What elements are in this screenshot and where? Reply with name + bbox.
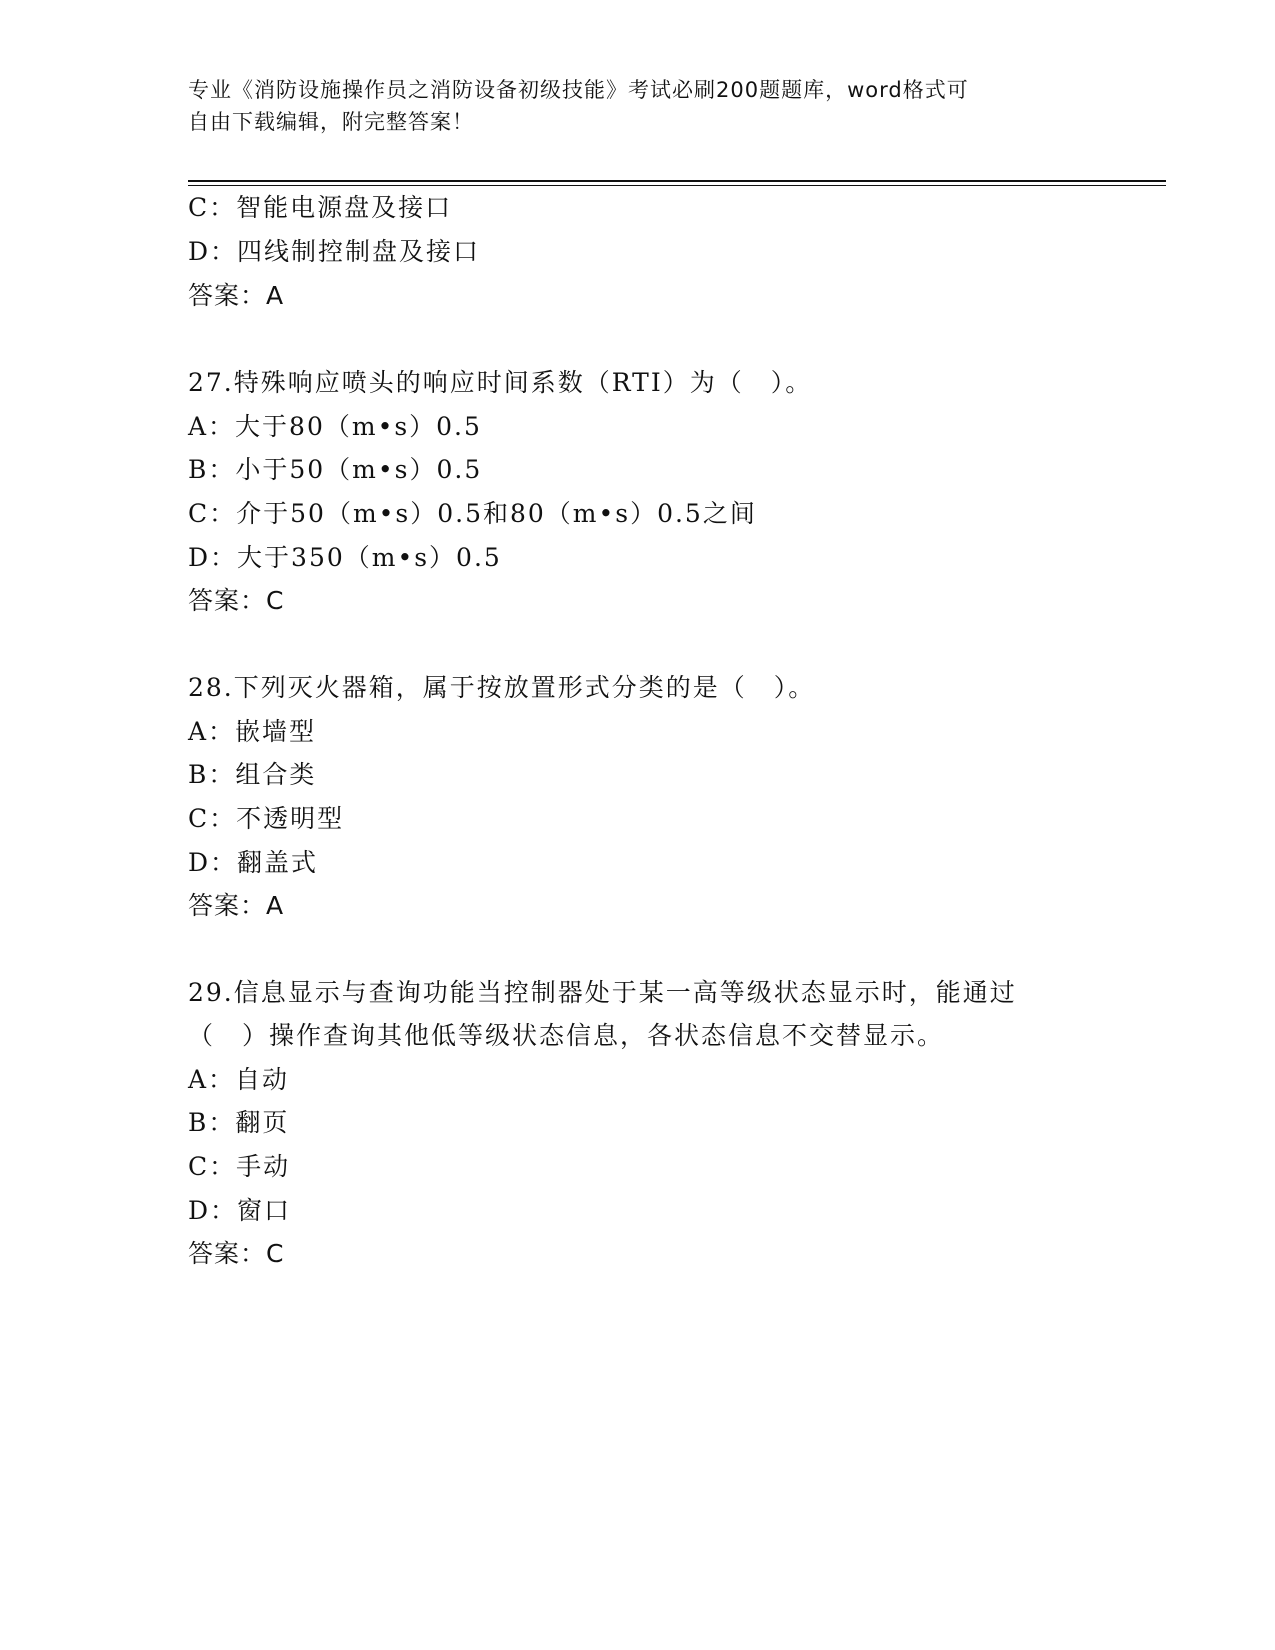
q27-option-a: A：大于80（m•s）0.5 [188,412,482,441]
header-rule-thin [188,185,1166,186]
q27-option-b: B：小于50（m•s）0.5 [188,455,483,484]
q28-option-c: C：不透明型 [188,804,345,833]
q28-answer: 答案：A [188,891,285,920]
q27-question: 27.特殊响应喷头的响应时间系数（RTI）为（ ）。 [188,368,813,397]
q29-answer: 答案：C [188,1239,285,1268]
q29-option-c: C：手动 [188,1152,291,1181]
prev-answer: 答案：A [188,281,285,310]
header-line-1: 专业《消防设施操作员之消防设备初级技能》考试必刷200题题库，word格式可 [188,78,969,102]
q29-option-d: D：窗口 [188,1196,292,1225]
q28-option-d: D：翻盖式 [188,848,319,877]
header-line-2: 自由下载编辑，附完整答案！ [188,110,474,134]
q29-option-a: A：自动 [188,1065,290,1094]
q27-option-c: C：介于50（m•s）0.5和80（m•s）0.5之间 [188,499,757,528]
q27-option-d: D：大于350（m•s）0.5 [188,543,502,572]
q28-question: 28.下列灭火器箱，属于按放置形式分类的是（ ）。 [188,673,816,702]
document-header [188,74,1088,138]
q29-option-b: B：翻页 [188,1108,290,1137]
prev-option-c: C：智能电源盘及接口 [188,193,453,222]
header-rule-thick [188,180,1166,182]
q28-option-a: A：嵌墙型 [188,717,317,746]
prev-option-d: D：四线制控制盘及接口 [188,237,481,266]
q28-option-b: B：组合类 [188,760,317,789]
q29-question-line-2: （ ）操作查询其他低等级状态信息，各状态信息不交替显示。 [188,1021,945,1050]
q27-answer: 答案：C [188,586,285,615]
q29-question-line-1: 29.信息显示与查询功能当控制器处于某一高等级状态显示时，能通过 [188,978,1017,1007]
